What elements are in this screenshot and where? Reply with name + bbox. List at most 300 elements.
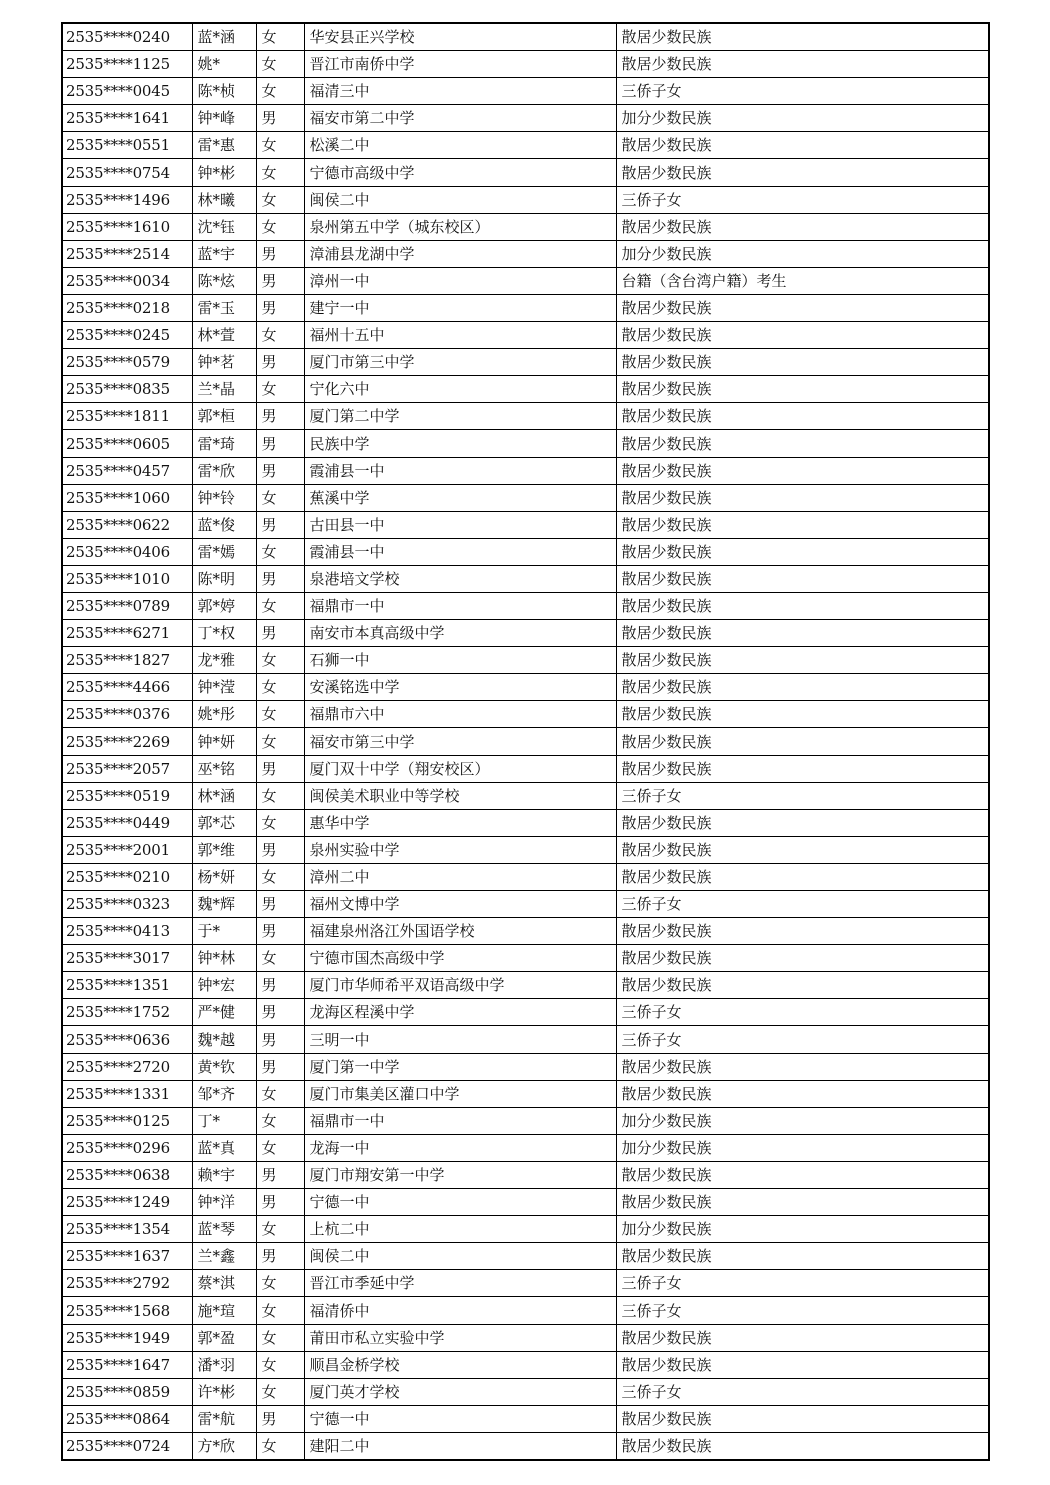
gender-cell: 女 xyxy=(256,23,304,51)
school-cell: 福鼎市六中 xyxy=(304,701,616,728)
exam-number-cell: 2535****1811 xyxy=(62,403,192,430)
student-name-cell: 沈*钰 xyxy=(192,213,256,240)
student-name-cell: 雷*航 xyxy=(192,1405,256,1432)
exam-number-cell: 2535****0859 xyxy=(62,1378,192,1405)
gender-cell: 男 xyxy=(256,565,304,592)
student-name-cell: 雷*惠 xyxy=(192,132,256,159)
exam-number-cell: 2535****1827 xyxy=(62,647,192,674)
gender-cell: 男 xyxy=(256,267,304,294)
gender-cell: 男 xyxy=(256,999,304,1026)
gender-cell: 女 xyxy=(256,1270,304,1297)
bonus-category-cell: 散居少数民族 xyxy=(616,836,989,863)
gender-cell: 女 xyxy=(256,945,304,972)
table-row xyxy=(62,511,989,538)
student-name-cell: 丁* xyxy=(192,1107,256,1134)
bonus-category-cell: 散居少数民族 xyxy=(616,755,989,782)
gender-cell: 男 xyxy=(256,1405,304,1432)
gender-cell: 女 xyxy=(256,1080,304,1107)
table-row xyxy=(62,945,989,972)
school-cell: 厦门市华师希平双语高级中学 xyxy=(304,972,616,999)
table-row xyxy=(62,728,989,755)
student-name-cell: 钟*洋 xyxy=(192,1189,256,1216)
bonus-category-cell: 台籍（含台湾户籍）考生 xyxy=(616,267,989,294)
gender-cell: 女 xyxy=(256,863,304,890)
exam-number-cell: 2535****2001 xyxy=(62,836,192,863)
student-name-cell: 钟*宏 xyxy=(192,972,256,999)
gender-cell: 女 xyxy=(256,1432,304,1460)
table-row xyxy=(62,1189,989,1216)
exam-number-cell: 2535****0240 xyxy=(62,23,192,51)
table-row xyxy=(62,1053,989,1080)
exam-number-cell: 2535****1060 xyxy=(62,484,192,511)
school-cell: 厦门第二中学 xyxy=(304,403,616,430)
exam-number-cell: 2535****1637 xyxy=(62,1243,192,1270)
gender-cell: 男 xyxy=(256,349,304,376)
exam-number-cell: 2535****0045 xyxy=(62,78,192,105)
bonus-category-cell: 加分少数民族 xyxy=(616,1216,989,1243)
exam-number-cell: 2535****0636 xyxy=(62,1026,192,1053)
student-name-cell: 雷*琦 xyxy=(192,430,256,457)
bonus-category-cell: 三侨子女 xyxy=(616,999,989,1026)
gender-cell: 男 xyxy=(256,105,304,132)
student-name-cell: 郭*盈 xyxy=(192,1324,256,1351)
student-name-cell: 钟*滢 xyxy=(192,674,256,701)
exam-number-cell: 2535****2792 xyxy=(62,1270,192,1297)
student-name-cell: 蓝*琴 xyxy=(192,1216,256,1243)
student-name-cell: 雷*欣 xyxy=(192,457,256,484)
student-name-cell: 蔡*淇 xyxy=(192,1270,256,1297)
gender-cell: 男 xyxy=(256,755,304,782)
school-cell: 福安市第二中学 xyxy=(304,105,616,132)
table-row xyxy=(62,1351,989,1378)
bonus-category-cell: 散居少数民族 xyxy=(616,1189,989,1216)
exam-number-cell: 2535****4466 xyxy=(62,674,192,701)
gender-cell: 男 xyxy=(256,1243,304,1270)
exam-number-cell: 2535****0605 xyxy=(62,430,192,457)
gender-cell: 女 xyxy=(256,538,304,565)
bonus-category-cell: 加分少数民族 xyxy=(616,1107,989,1134)
table-row xyxy=(62,809,989,836)
table-row xyxy=(62,1405,989,1432)
student-name-cell: 蓝*真 xyxy=(192,1134,256,1161)
student-name-cell: 陈*桢 xyxy=(192,78,256,105)
school-cell: 福安市第三中学 xyxy=(304,728,616,755)
student-name-cell: 钟*茗 xyxy=(192,349,256,376)
bonus-category-cell: 散居少数民族 xyxy=(616,674,989,701)
table-row xyxy=(62,782,989,809)
gender-cell: 女 xyxy=(256,1378,304,1405)
school-cell: 福建泉州洛江外国语学校 xyxy=(304,918,616,945)
bonus-category-cell: 散居少数民族 xyxy=(616,701,989,728)
gender-cell: 女 xyxy=(256,701,304,728)
table-row xyxy=(62,647,989,674)
exam-number-cell: 2535****1331 xyxy=(62,1080,192,1107)
school-cell: 闽侯美术职业中等学校 xyxy=(304,782,616,809)
exam-number-cell: 2535****0376 xyxy=(62,701,192,728)
school-cell: 华安县正兴学校 xyxy=(304,23,616,51)
table-row xyxy=(62,78,989,105)
table-row xyxy=(62,1243,989,1270)
gender-cell: 女 xyxy=(256,1324,304,1351)
student-name-cell: 钟*妍 xyxy=(192,728,256,755)
bonus-category-cell: 散居少数民族 xyxy=(616,1080,989,1107)
exam-number-cell: 2535****2057 xyxy=(62,755,192,782)
table-row xyxy=(62,836,989,863)
bonus-category-cell: 散居少数民族 xyxy=(616,809,989,836)
exam-number-cell: 2535****0864 xyxy=(62,1405,192,1432)
table-row xyxy=(62,1080,989,1107)
student-name-cell: 雷*玉 xyxy=(192,294,256,321)
school-cell: 松溪二中 xyxy=(304,132,616,159)
table-row xyxy=(62,1161,989,1188)
exam-number-cell: 2535****3017 xyxy=(62,945,192,972)
student-name-cell: 林*曦 xyxy=(192,186,256,213)
exam-number-cell: 2535****6271 xyxy=(62,620,192,647)
bonus-category-cell: 散居少数民族 xyxy=(616,457,989,484)
exam-number-cell: 2535****0323 xyxy=(62,891,192,918)
table-row xyxy=(62,1432,989,1460)
gender-cell: 女 xyxy=(256,1297,304,1324)
gender-cell: 男 xyxy=(256,972,304,999)
bonus-category-cell: 散居少数民族 xyxy=(616,484,989,511)
school-cell: 福州十五中 xyxy=(304,322,616,349)
student-name-cell: 蓝*俊 xyxy=(192,511,256,538)
exam-number-cell: 2535****1647 xyxy=(62,1351,192,1378)
exam-number-cell: 2535****0457 xyxy=(62,457,192,484)
bonus-category-cell: 散居少数民族 xyxy=(616,1324,989,1351)
gender-cell: 男 xyxy=(256,457,304,484)
school-cell: 三明一中 xyxy=(304,1026,616,1053)
bonus-category-cell: 散居少数民族 xyxy=(616,511,989,538)
school-cell: 宁德市国杰高级中学 xyxy=(304,945,616,972)
school-cell: 上杭二中 xyxy=(304,1216,616,1243)
school-cell: 厦门第一中学 xyxy=(304,1053,616,1080)
school-cell: 宁化六中 xyxy=(304,376,616,403)
bonus-category-cell: 散居少数民族 xyxy=(616,51,989,78)
exam-number-cell: 2535****0519 xyxy=(62,782,192,809)
gender-cell: 女 xyxy=(256,1134,304,1161)
student-name-cell: 巫*铭 xyxy=(192,755,256,782)
student-name-cell: 林*涵 xyxy=(192,782,256,809)
gender-cell: 女 xyxy=(256,78,304,105)
table-row xyxy=(62,51,989,78)
school-cell: 泉州第五中学（城东校区） xyxy=(304,213,616,240)
bonus-category-cell: 散居少数民族 xyxy=(616,1161,989,1188)
gender-cell: 女 xyxy=(256,51,304,78)
bonus-category-cell: 散居少数民族 xyxy=(616,159,989,186)
school-cell: 霞浦县一中 xyxy=(304,538,616,565)
school-cell: 宁德市高级中学 xyxy=(304,159,616,186)
exam-number-cell: 2535****1125 xyxy=(62,51,192,78)
bonus-category-cell: 散居少数民族 xyxy=(616,728,989,755)
table-row xyxy=(62,132,989,159)
school-cell: 莆田市私立实验中学 xyxy=(304,1324,616,1351)
exam-number-cell: 2535****1641 xyxy=(62,105,192,132)
bonus-category-cell: 散居少数民族 xyxy=(616,592,989,619)
bonus-category-cell: 散居少数民族 xyxy=(616,1053,989,1080)
school-cell: 厦门市集美区灌口中学 xyxy=(304,1080,616,1107)
school-cell: 古田县一中 xyxy=(304,511,616,538)
exam-number-cell: 2535****2269 xyxy=(62,728,192,755)
table-row xyxy=(62,1216,989,1243)
gender-cell: 男 xyxy=(256,1026,304,1053)
bonus-category-cell: 散居少数民族 xyxy=(616,972,989,999)
table-row xyxy=(62,1026,989,1053)
student-name-cell: 郭*芯 xyxy=(192,809,256,836)
exam-number-cell: 2535****0210 xyxy=(62,863,192,890)
student-name-cell: 许*彬 xyxy=(192,1378,256,1405)
school-cell: 漳浦县龙湖中学 xyxy=(304,240,616,267)
school-cell: 宁德一中 xyxy=(304,1405,616,1432)
bonus-category-cell: 三侨子女 xyxy=(616,1270,989,1297)
bonus-category-cell: 加分少数民族 xyxy=(616,105,989,132)
bonus-category-cell: 三侨子女 xyxy=(616,1378,989,1405)
bonus-category-cell: 加分少数民族 xyxy=(616,1134,989,1161)
bonus-category-cell: 三侨子女 xyxy=(616,1297,989,1324)
exam-number-cell: 2535****0406 xyxy=(62,538,192,565)
student-name-cell: 钟*峰 xyxy=(192,105,256,132)
table-row xyxy=(62,430,989,457)
exam-number-cell: 2535****1354 xyxy=(62,1216,192,1243)
student-name-cell: 郭*维 xyxy=(192,836,256,863)
exam-number-cell: 2535****0579 xyxy=(62,349,192,376)
school-cell: 福州文博中学 xyxy=(304,891,616,918)
student-name-cell: 方*欣 xyxy=(192,1432,256,1460)
student-name-cell: 雷*嫣 xyxy=(192,538,256,565)
student-name-cell: 陈*明 xyxy=(192,565,256,592)
table-row xyxy=(62,322,989,349)
gender-cell: 男 xyxy=(256,511,304,538)
student-name-cell: 郭*婷 xyxy=(192,592,256,619)
student-name-cell: 丁*权 xyxy=(192,620,256,647)
student-name-cell: 兰*鑫 xyxy=(192,1243,256,1270)
exam-number-cell: 2535****0296 xyxy=(62,1134,192,1161)
school-cell: 闽侯二中 xyxy=(304,1243,616,1270)
gender-cell: 女 xyxy=(256,322,304,349)
gender-cell: 女 xyxy=(256,186,304,213)
bonus-category-cell: 散居少数民族 xyxy=(616,376,989,403)
student-roster-table xyxy=(61,22,990,1461)
exam-number-cell: 2535****1496 xyxy=(62,186,192,213)
student-name-cell: 龙*雅 xyxy=(192,647,256,674)
gender-cell: 男 xyxy=(256,1053,304,1080)
gender-cell: 男 xyxy=(256,1189,304,1216)
table-row xyxy=(62,755,989,782)
school-cell: 晋江市季延中学 xyxy=(304,1270,616,1297)
bonus-category-cell: 三侨子女 xyxy=(616,782,989,809)
school-cell: 龙海区程溪中学 xyxy=(304,999,616,1026)
table-row xyxy=(62,863,989,890)
school-cell: 宁德一中 xyxy=(304,1189,616,1216)
exam-number-cell: 2535****0754 xyxy=(62,159,192,186)
bonus-category-cell: 散居少数民族 xyxy=(616,647,989,674)
bonus-category-cell: 散居少数民族 xyxy=(616,863,989,890)
gender-cell: 女 xyxy=(256,647,304,674)
bonus-category-cell: 散居少数民族 xyxy=(616,23,989,51)
roster-body xyxy=(62,23,989,1460)
school-cell: 蕉溪中学 xyxy=(304,484,616,511)
student-name-cell: 蓝*宇 xyxy=(192,240,256,267)
table-row xyxy=(62,565,989,592)
table-row xyxy=(62,592,989,619)
student-name-cell: 于* xyxy=(192,918,256,945)
student-name-cell: 蓝*涵 xyxy=(192,23,256,51)
student-name-cell: 魏*辉 xyxy=(192,891,256,918)
exam-number-cell: 2535****1249 xyxy=(62,1189,192,1216)
gender-cell: 男 xyxy=(256,403,304,430)
gender-cell: 男 xyxy=(256,918,304,945)
gender-cell: 男 xyxy=(256,620,304,647)
gender-cell: 男 xyxy=(256,430,304,457)
bonus-category-cell: 三侨子女 xyxy=(616,78,989,105)
exam-number-cell: 2535****1752 xyxy=(62,999,192,1026)
bonus-category-cell: 散居少数民族 xyxy=(616,430,989,457)
gender-cell: 女 xyxy=(256,213,304,240)
student-name-cell: 魏*越 xyxy=(192,1026,256,1053)
table-row xyxy=(62,294,989,321)
table-row xyxy=(62,1297,989,1324)
table-row xyxy=(62,267,989,294)
gender-cell: 女 xyxy=(256,132,304,159)
school-cell: 厦门市翔安第一中学 xyxy=(304,1161,616,1188)
school-cell: 闽侯二中 xyxy=(304,186,616,213)
gender-cell: 女 xyxy=(256,782,304,809)
bonus-category-cell: 散居少数民族 xyxy=(616,918,989,945)
table-row xyxy=(62,1324,989,1351)
school-cell: 安溪铭选中学 xyxy=(304,674,616,701)
school-cell: 泉港培文学校 xyxy=(304,565,616,592)
table-row xyxy=(62,403,989,430)
gender-cell: 男 xyxy=(256,294,304,321)
gender-cell: 女 xyxy=(256,592,304,619)
table-row xyxy=(62,999,989,1026)
student-name-cell: 钟*彬 xyxy=(192,159,256,186)
bonus-category-cell: 散居少数民族 xyxy=(616,403,989,430)
student-name-cell: 施*瑄 xyxy=(192,1297,256,1324)
school-cell: 厦门双十中学（翔安校区） xyxy=(304,755,616,782)
exam-number-cell: 2535****2720 xyxy=(62,1053,192,1080)
table-row xyxy=(62,1378,989,1405)
school-cell: 霞浦县一中 xyxy=(304,457,616,484)
exam-number-cell: 2535****0449 xyxy=(62,809,192,836)
table-row xyxy=(62,105,989,132)
table-row xyxy=(62,159,989,186)
student-name-cell: 陈*炫 xyxy=(192,267,256,294)
school-cell: 泉州实验中学 xyxy=(304,836,616,863)
table-row xyxy=(62,538,989,565)
school-cell: 福鼎市一中 xyxy=(304,592,616,619)
table-row xyxy=(62,457,989,484)
gender-cell: 女 xyxy=(256,376,304,403)
bonus-category-cell: 散居少数民族 xyxy=(616,538,989,565)
table-row xyxy=(62,213,989,240)
table-row xyxy=(62,484,989,511)
bonus-category-cell: 散居少数民族 xyxy=(616,213,989,240)
exam-number-cell: 2535****2514 xyxy=(62,240,192,267)
bonus-category-cell: 散居少数民族 xyxy=(616,349,989,376)
table-row xyxy=(62,701,989,728)
table-row xyxy=(62,891,989,918)
table-row xyxy=(62,376,989,403)
exam-number-cell: 2535****1610 xyxy=(62,213,192,240)
bonus-category-cell: 散居少数民族 xyxy=(616,1432,989,1460)
exam-number-cell: 2535****0034 xyxy=(62,267,192,294)
exam-number-cell: 2535****1568 xyxy=(62,1297,192,1324)
bonus-category-cell: 散居少数民族 xyxy=(616,945,989,972)
table-row xyxy=(62,240,989,267)
bonus-category-cell: 散居少数民族 xyxy=(616,294,989,321)
school-cell: 福清侨中 xyxy=(304,1297,616,1324)
table-row xyxy=(62,23,989,51)
bonus-category-cell: 散居少数民族 xyxy=(616,1351,989,1378)
gender-cell: 男 xyxy=(256,240,304,267)
student-name-cell: 潘*羽 xyxy=(192,1351,256,1378)
table-row xyxy=(62,186,989,213)
gender-cell: 女 xyxy=(256,484,304,511)
bonus-category-cell: 散居少数民族 xyxy=(616,565,989,592)
table-row xyxy=(62,674,989,701)
student-name-cell: 郭*桓 xyxy=(192,403,256,430)
exam-number-cell: 2535****0125 xyxy=(62,1107,192,1134)
gender-cell: 女 xyxy=(256,1216,304,1243)
exam-number-cell: 2535****0413 xyxy=(62,918,192,945)
bonus-category-cell: 三侨子女 xyxy=(616,186,989,213)
student-name-cell: 黄*钦 xyxy=(192,1053,256,1080)
school-cell: 惠华中学 xyxy=(304,809,616,836)
bonus-category-cell: 三侨子女 xyxy=(616,891,989,918)
student-name-cell: 兰*晶 xyxy=(192,376,256,403)
school-cell: 龙海一中 xyxy=(304,1134,616,1161)
school-cell: 民族中学 xyxy=(304,430,616,457)
bonus-category-cell: 散居少数民族 xyxy=(616,1243,989,1270)
exam-number-cell: 2535****0835 xyxy=(62,376,192,403)
school-cell: 石狮一中 xyxy=(304,647,616,674)
table-row xyxy=(62,349,989,376)
exam-number-cell: 2535****0789 xyxy=(62,592,192,619)
school-cell: 晋江市南侨中学 xyxy=(304,51,616,78)
table-row xyxy=(62,972,989,999)
gender-cell: 男 xyxy=(256,891,304,918)
exam-number-cell: 2535****0218 xyxy=(62,294,192,321)
table-row xyxy=(62,1134,989,1161)
school-cell: 顺昌金桥学校 xyxy=(304,1351,616,1378)
student-name-cell: 姚*彤 xyxy=(192,701,256,728)
gender-cell: 女 xyxy=(256,1107,304,1134)
bonus-category-cell: 加分少数民族 xyxy=(616,240,989,267)
bonus-category-cell: 三侨子女 xyxy=(616,1026,989,1053)
gender-cell: 女 xyxy=(256,728,304,755)
student-name-cell: 姚* xyxy=(192,51,256,78)
school-cell: 南安市本真高级中学 xyxy=(304,620,616,647)
student-name-cell: 严*健 xyxy=(192,999,256,1026)
exam-number-cell: 2535****0638 xyxy=(62,1161,192,1188)
gender-cell: 女 xyxy=(256,1351,304,1378)
school-cell: 建宁一中 xyxy=(304,294,616,321)
bonus-category-cell: 散居少数民族 xyxy=(616,620,989,647)
table-row xyxy=(62,1107,989,1134)
school-cell: 漳州二中 xyxy=(304,863,616,890)
gender-cell: 男 xyxy=(256,836,304,863)
student-name-cell: 钟*铃 xyxy=(192,484,256,511)
exam-number-cell: 2535****0724 xyxy=(62,1432,192,1460)
student-name-cell: 林*萱 xyxy=(192,322,256,349)
bonus-category-cell: 散居少数民族 xyxy=(616,1405,989,1432)
gender-cell: 女 xyxy=(256,809,304,836)
table-row xyxy=(62,918,989,945)
school-cell: 漳州一中 xyxy=(304,267,616,294)
student-name-cell: 邹*齐 xyxy=(192,1080,256,1107)
school-cell: 福清三中 xyxy=(304,78,616,105)
